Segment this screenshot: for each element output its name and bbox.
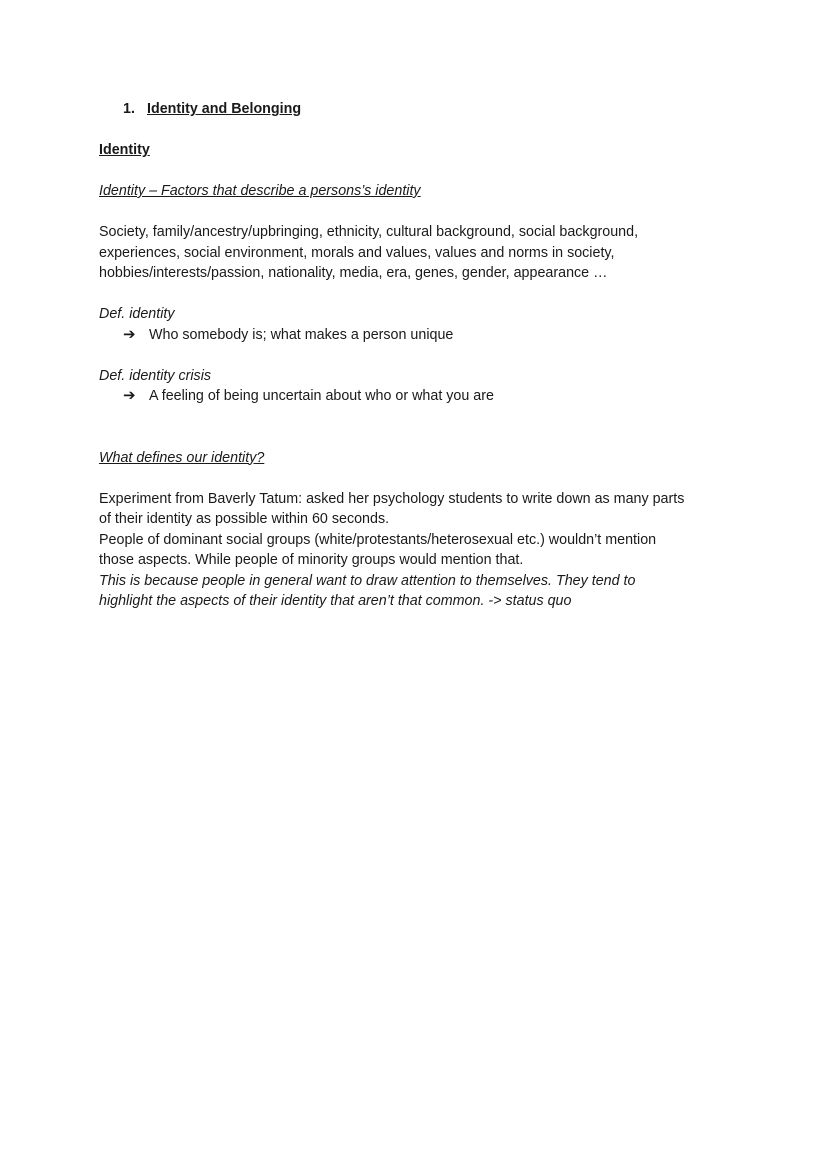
defines-italic-line: highlight the aspects of their identity that aren’t that common. -> status quo [99,593,572,609]
arrow-right-icon: ➔ [123,325,136,343]
definition-bullet [123,325,749,346]
defines-line: Experiment from Baverly Tatum: asked her psychology students to write down as many parts [99,490,685,507]
arrow-right-icon: ➔ [123,387,136,404]
factors-line: Society, family/ancestry/upbringing, ethnicity, cultural background, social background, [99,224,639,240]
definition-label: Def. identity [99,306,175,322]
section-title: Identity [99,142,150,158]
chapter-heading [123,99,749,120]
defines-paragraph [99,489,749,612]
definition-text: Who somebody is; what makes a person unique [149,326,454,343]
defines-line: those aspects. While people of minority groups would mention that. [99,552,524,568]
definition-identity-crisis [99,366,749,407]
factors-line: experiences, social environment, morals and values, values and norms in society, [99,244,615,261]
defines-italic-line: This is because people in general want to draw attention to themselves. They tend to [99,572,636,589]
factors-paragraph [99,222,749,284]
definition-label: Def. identity crisis [99,367,212,384]
chapter-number: 1. [123,101,135,117]
factors-line: hobbies/interests/passion, nationality, media, era, genes, gender, appearance … [99,265,608,281]
spacer [99,427,749,448]
definition-bullet [123,386,749,407]
chapter-title: Identity and Belonging [147,101,302,117]
definition-identity [99,304,749,345]
document-content [99,99,749,632]
factors-subheading: Identity – Factors that describe a persons’s identity [99,183,421,199]
defines-subheading: What defines our identity? [99,449,265,466]
defines-line: of their identity as possible within 60 seconds. [99,511,390,527]
definition-text: A feeling of being uncertain about who or what you are [149,388,494,404]
defines-line: People of dominant social groups (white/protestants/heterosexual etc.) wouldn’t mention [99,531,657,548]
